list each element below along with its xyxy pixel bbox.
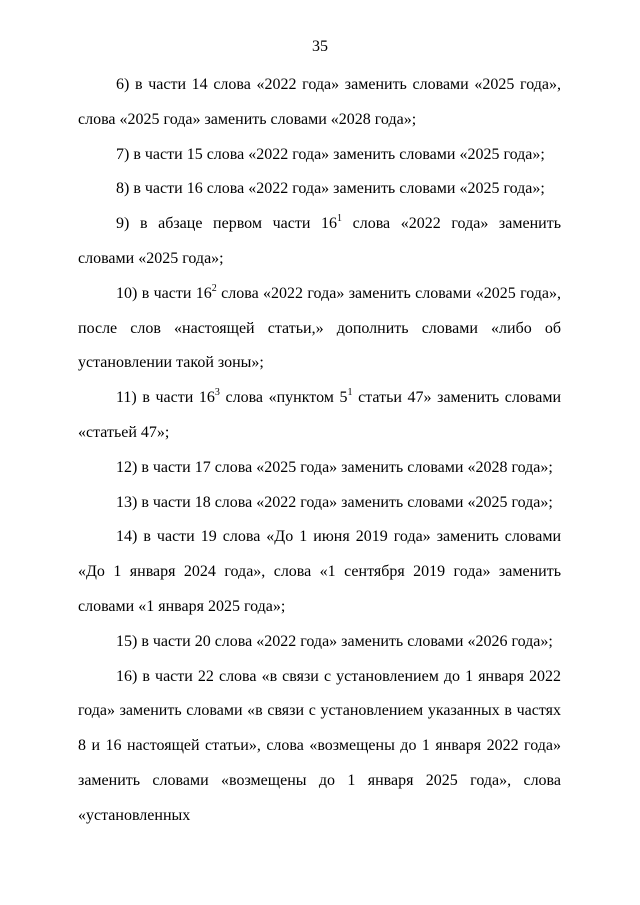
paragraph-item-12 <box>78 451 561 486</box>
paragraph-text: слова «2022 года» заменить словами «2025 года», после слов «настоящей статьи,» дополнить словами «либо об установлении такой зоны»; <box>78 284 562 372</box>
paragraph-item-15 <box>78 625 561 660</box>
paragraph-text: 9) в абзаце первом части 16 <box>116 215 338 233</box>
paragraph-text: 10) в части 16 <box>116 284 212 302</box>
paragraph-item-13 <box>78 486 561 521</box>
paragraph-text: 8) в части 16 слова «2022 года» заменить словами «2025 года»; <box>116 180 545 198</box>
paragraph-text: 12) в части 17 слова «2025 года» заменить словами «2028 года»; <box>116 458 553 476</box>
paragraph-item-11 <box>78 381 561 451</box>
paragraph-text: 7) в части 15 слова «2022 года» заменить словами «2025 года»; <box>116 145 545 163</box>
paragraph-item-10 <box>78 277 561 381</box>
superscript-index: 1 <box>337 213 343 225</box>
page-number: 35 <box>312 38 328 55</box>
paragraph-text: слова «пунктом 5 <box>219 389 348 407</box>
paragraph-item-16 <box>78 660 561 834</box>
paragraph-text: 16) в части 22 слова «в связи с установлением до 1 января 2022 года» заменить словами «в связи с установлением указанных в частях 8 и 16 настоящей статьи», слова «возмещены до 1 января 2022 года» заменить словами «возмещены до 1 января 2025 года», слова «установленных <box>78 667 561 824</box>
document-body <box>78 68 561 834</box>
paragraph-text: 14) в части 19 слова «До 1 июня 2019 года» заменить словами «До 1 января 2024 года», слова «1 сентября 2019 года» заменить словами «1 января 2025 года»; <box>78 528 561 615</box>
paragraph-text: 13) в части 18 слова «2022 года» заменить словами «2025 года»; <box>116 493 553 511</box>
paragraph-text: статьи 47» заменить словами «статьей 47»; <box>78 389 562 441</box>
paragraph-item-6 <box>78 68 561 138</box>
paragraph-item-8 <box>78 172 561 207</box>
paragraph-text: 11) в части 16 <box>116 389 215 407</box>
paragraph-text: слова «2022 года» заменить словами «2025 года»; <box>78 215 561 267</box>
superscript-index: 2 <box>211 282 217 294</box>
paragraph-text: 6) в части 14 слова «2022 года» заменить словами «2025 года», слова «2025 года» заменить словами «2028 года»; <box>78 76 561 128</box>
paragraph-item-7 <box>78 138 561 173</box>
paragraph-text: 15) в части 20 слова «2022 года» заменить словами «2026 года»; <box>116 632 553 650</box>
paragraph-item-14 <box>78 520 561 624</box>
superscript-index: 1 <box>347 387 353 399</box>
superscript-index: 3 <box>214 387 220 399</box>
paragraph-item-9 <box>78 207 561 277</box>
